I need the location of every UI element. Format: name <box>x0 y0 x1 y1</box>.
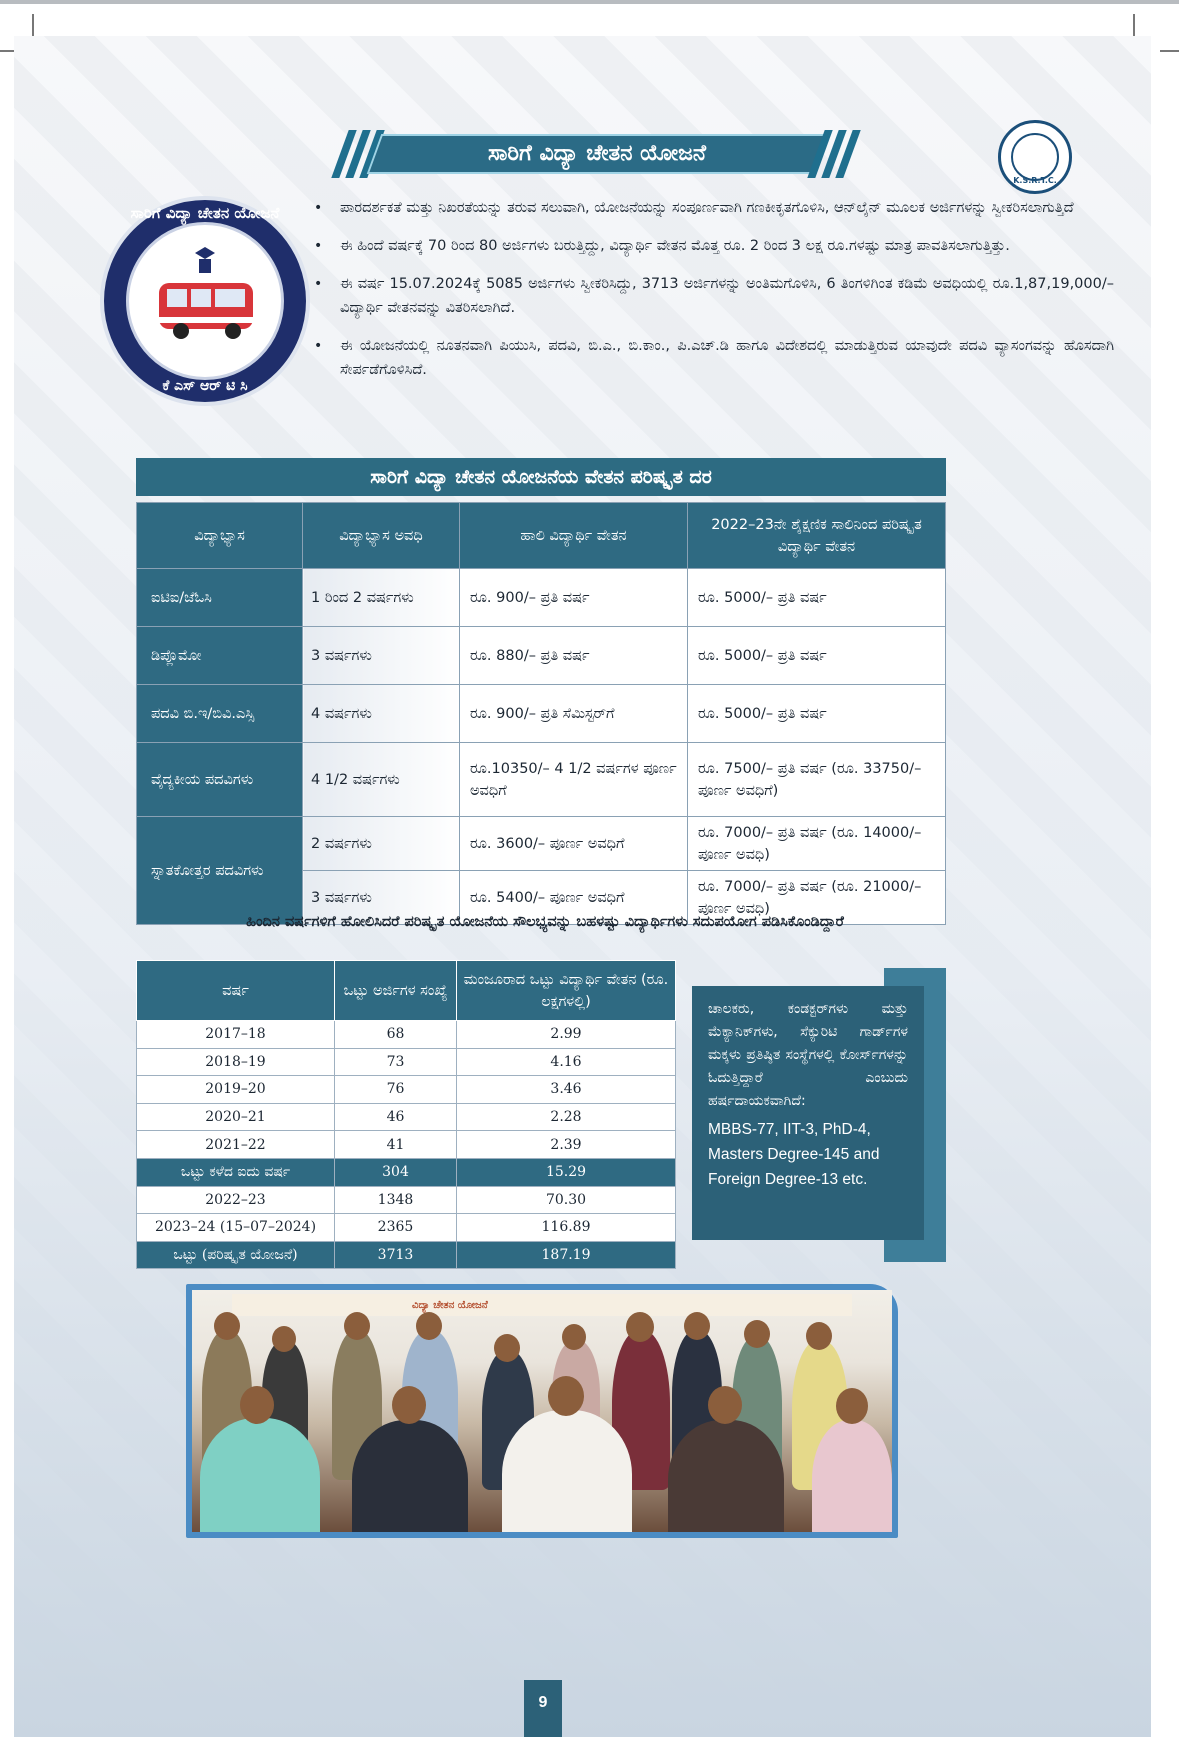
subtotal-row <box>137 1158 676 1186</box>
person-head <box>344 1312 370 1340</box>
table-row <box>137 1021 676 1049</box>
year-cell: ಒಟ್ಟು (ಪರಿಷ್ಕೃತ ಯೋಜನೆ) <box>137 1241 335 1269</box>
event-photo-frame <box>186 1284 898 1538</box>
person-head <box>836 1388 868 1424</box>
current-stipend: ರೂ. 5400/– ಪೂರ್ಣ ಅವಧಿಗೆ <box>460 871 688 925</box>
column-header: 2022–23ನೇ ಶೈಕ್ಷಣಿಕ ಸಾಲಿನಿಂದ ಪರಿಷ್ಕೃತ ವಿದ್ಯಾರ್ಥಿ ವೇತನ <box>688 503 946 569</box>
table-header-row <box>137 503 946 569</box>
list-item-text: ಈ ಹಿಂದೆ ವರ್ಷಕ್ಕೆ 70 ರಿಂದ 80 ಅರ್ಜಿಗಳು ಬರುತ್ತಿದ್ದು, ವಿದ್ಯಾರ್ಥಿ ವೇತನ ಮೊತ್ತ ರೂ. 2 ರಿಂದ 3 ಲಕ್ಷ ರೂ.ಗಳಷ್ಟು ಮಾತ್ರ ಪಾವತಿಸಲಾಗುತ್ತಿತ್ತು. <box>340 238 1010 254</box>
year-cell: 2017–18 <box>137 1021 335 1049</box>
count-cell: 68 <box>335 1021 457 1049</box>
course-name: ವೈದ್ಯಕೀಯ ಪದವಿಗಳು <box>137 743 303 817</box>
event-photo <box>192 1290 892 1532</box>
course-duration: 4 ವರ್ಷಗಳು <box>303 685 460 743</box>
table-row <box>137 1076 676 1104</box>
person-figure <box>502 1410 632 1532</box>
crop-mark-left <box>32 14 34 38</box>
person-head <box>744 1320 770 1348</box>
person-head <box>416 1312 442 1340</box>
course-duration: 2 ವರ್ಷಗಳು <box>303 817 460 871</box>
revised-stipend: ರೂ. 5000/– ಪ್ರತಿ ವರ್ಷ <box>688 627 946 685</box>
emblem-text: K.S.R.T.C. <box>1013 176 1057 185</box>
count-cell: 41 <box>335 1131 457 1159</box>
highlights-list <box>314 196 1114 396</box>
emblem-inner-ring <box>1011 133 1059 181</box>
amount-cell: 4.16 <box>457 1048 676 1076</box>
bullet-icon: • <box>314 200 323 216</box>
amount-cell: 116.89 <box>457 1214 676 1242</box>
count-cell: 73 <box>335 1048 457 1076</box>
person-head <box>214 1312 240 1340</box>
amount-cell: 3.46 <box>457 1076 676 1104</box>
current-stipend: ರೂ. 880/– ಪ್ರತಿ ವರ್ಷ <box>460 627 688 685</box>
logo-inner-circle <box>126 222 284 380</box>
current-stipend: ರೂ. 3600/– ಪೂರ್ಣ ಅವಧಿಗೆ <box>460 817 688 871</box>
current-stipend: ರೂ.10350/– 4 1/2 ವರ್ಷಗಳ ಪೂರ್ಣ ಅವಧಿಗೆ <box>460 743 688 817</box>
person-head <box>494 1334 520 1362</box>
list-item <box>314 196 1114 220</box>
count-cell: 76 <box>335 1076 457 1104</box>
table-row <box>137 1131 676 1159</box>
person-head <box>708 1386 742 1424</box>
year-cell: 2020–21 <box>137 1103 335 1131</box>
ksrtc-emblem <box>998 120 1072 194</box>
person-figure <box>812 1420 892 1532</box>
list-item-text: ಪಾರದರ್ಶಕತೆ ಮತ್ತು ನಿಖರತೆಯನ್ನು ತರುವ ಸಲುವಾಗಿ, ಯೋಜನೆಯನ್ನು ಸಂಪೂರ್ಣವಾಗಿ ಗಣಕೀಕೃತಗೊಳಿಸಿ, ಆನ್‌ಲೈನ್ ಮೂಲಕ ಅರ್ಜಿಗಳನ್ನು ಸ್ವೀಕರಿಸಲಾಗುತ್ತಿದೆ <box>340 200 1074 216</box>
year-cell: ಒಟ್ಟು ಕಳೆದ ಐದು ವರ್ಷ <box>137 1158 335 1186</box>
achievement-box <box>692 986 924 1240</box>
year-cell: 2022–23 <box>137 1186 335 1214</box>
revised-stipend: ರೂ. 5000/– ಪ್ರತಿ ವರ್ಷ <box>688 569 946 627</box>
amount-cell: 2.99 <box>457 1021 676 1049</box>
person-head <box>548 1376 584 1416</box>
list-item <box>314 334 1114 382</box>
person-figure <box>668 1420 784 1532</box>
current-stipend: ರೂ. 900/– ಪ್ರತಿ ಸೆಮಿಸ್ಟರ್‌ಗೆ <box>460 685 688 743</box>
person-head <box>272 1326 296 1352</box>
bus-icon <box>129 225 281 377</box>
amount-cell: 2.28 <box>457 1103 676 1131</box>
amount-cell: 187.19 <box>457 1241 676 1269</box>
title-banner <box>332 128 862 180</box>
table-row <box>137 685 946 743</box>
scheme-logo <box>100 196 310 406</box>
column-header: ವರ್ಷ <box>137 961 335 1021</box>
person-figure <box>200 1418 320 1532</box>
count-cell: 1348 <box>335 1186 457 1214</box>
crop-mark-right <box>1133 14 1135 38</box>
table-header-row <box>137 961 676 1021</box>
course-duration: 4 1/2 ವರ್ಷಗಳು <box>303 743 460 817</box>
amount-cell: 70.30 <box>457 1186 676 1214</box>
person-head <box>806 1322 832 1350</box>
list-item <box>314 272 1114 320</box>
stage-banner-text: ವಿದ್ಯಾ ಚೇತನ ಯೋಜನೆ <box>412 1300 488 1311</box>
column-header: ವಿದ್ಯಾಭ್ಯಾಸ <box>137 503 303 569</box>
comparison-note: ಹಿಂದಿನ ವರ್ಷಗಳಿಗೆ ಹೋಲಿಸಿದರೆ ಪರಿಷ್ಕೃತ ಯೋಜನೆಯ ಸೌಲಭ್ಯವನ್ನು ಬಹಳಷ್ಟು ವಿದ್ಯಾರ್ಥಿಗಳು ಸದುಪಯೋಗ ಪಡಿಸಿಕೊಂಡಿದ್ದಾರೆ <box>246 914 844 930</box>
table-row <box>137 627 946 685</box>
course-duration: 1 ರಿಂದ 2 ವರ್ಷಗಳು <box>303 569 460 627</box>
year-cell: 2019–20 <box>137 1076 335 1104</box>
count-cell: 3713 <box>335 1241 457 1269</box>
revised-stipend: ರೂ. 5000/– ಪ್ರತಿ ವರ್ಷ <box>688 685 946 743</box>
course-name: ಡಿಪ್ಲೊಮೋ <box>137 627 303 685</box>
achievement-text: ಚಾಲಕರು, ಕಂಡಕ್ಟರ್‌ಗಳು ಮತ್ತು ಮೆಕ್ಯಾನಿಕ್‌ಗಳು, ಸೆಕ್ಯುರಿಟಿ ಗಾರ್ಡ್‌ಗಳ ಮಕ್ಕಳು ಪ್ರತಿಷ್ಠಿತ ಸಂಸ್ಥೆಗಳಲ್ಲಿ ಕೋರ್ಸ್‌ಗಳನ್ನು ಓದುತ್ತಿದ್ದಾರೆ ಎಂಬುದು ಹರ್ಷದಾಯಕವಾಗಿದೆ: <box>708 1001 908 1109</box>
table-row <box>137 1214 676 1242</box>
bullet-icon: • <box>314 276 323 292</box>
stage-backdrop <box>232 1294 852 1316</box>
column-header: ಹಾಲಿ ವಿದ್ಯಾರ್ಥಿ ವೇತನ <box>460 503 688 569</box>
banner-stripes-right <box>812 130 862 178</box>
list-item <box>314 234 1114 258</box>
yearwise-table <box>136 960 676 1269</box>
bullet-icon: • <box>314 238 323 254</box>
course-duration: 3 ವರ್ಷಗಳು <box>303 871 460 925</box>
magazine-page <box>14 36 1151 1737</box>
current-stipend: ರೂ. 900/– ಪ್ರತಿ ವರ್ಷ <box>460 569 688 627</box>
year-cell: 2018–19 <box>137 1048 335 1076</box>
page-title: ಸಾರಿಗೆ ವಿದ್ಯಾ ಚೇತನ ಯೋಜನೆ <box>487 141 707 166</box>
count-cell: 46 <box>335 1103 457 1131</box>
rates-table <box>136 502 946 925</box>
table-row <box>137 743 946 817</box>
list-item-text: ಈ ವರ್ಷ 15.07.2024ಕ್ಕೆ 5085 ಅರ್ಜಿಗಳು ಸ್ವೀಕರಿಸಿದ್ದು, 3713 ಅರ್ಜಿಗಳನ್ನು ಅಂತಿಮಗೊಳಿಸಿ, 6 ತಿಂಗಳಿಗಿಂತ ಕಡಿಮೆ ಅವಧಿಯಲ್ಲಿ ರೂ.1,87,19,000/– ವಿದ್ಯಾರ್ಥಿ ವೇತನವನ್ನು ವಿತರಿಸಲಾಗಿದೆ. <box>340 276 1114 316</box>
table-row <box>137 1048 676 1076</box>
column-header: ಒಟ್ಟು ಅರ್ಜಿಗಳ ಸಂಖ್ಯೆ <box>335 961 457 1021</box>
person-head <box>392 1386 426 1424</box>
logo-ring-text-bottom: ಕೆ ಎಸ್ ಆರ್ ಟಿ ಸಿ <box>162 378 248 394</box>
bullet-icon: • <box>314 338 323 354</box>
column-header: ವಿದ್ಯಾಭ್ಯಾಸ ಅವಧಿ <box>303 503 460 569</box>
course-name: ಐಟಿಐ/ಜೆಓಸಿ <box>137 569 303 627</box>
person-head <box>626 1312 654 1342</box>
person-head <box>684 1312 710 1340</box>
revised-stipend: ರೂ. 7000/– ಪ್ರತಿ ವರ್ಷ (ರೂ. 14000/– ಪೂರ್ಣ ಅವಧಿ) <box>688 817 946 871</box>
rates-table-title: ಸಾರಿಗೆ ವಿದ್ಯಾ ಚೇತನ ಯೋಜನೆಯ ವೇತನ ಪರಿಷ್ಕೃತ ದರ <box>136 458 946 496</box>
table-row <box>137 1186 676 1214</box>
crop-mark-left-h <box>0 50 14 52</box>
table-row <box>137 569 946 627</box>
person-head <box>562 1324 586 1350</box>
crop-mark-right-h <box>1160 50 1179 52</box>
column-header: ಮಂಜೂರಾದ ಒಟ್ಟು ವಿದ್ಯಾರ್ಥಿ ವೇತನ (ರೂ. ಲಕ್ಷಗಳಲ್ಲಿ) <box>457 961 676 1021</box>
count-cell: 304 <box>335 1158 457 1186</box>
revised-stipend: ರೂ. 7000/– ಪ್ರತಿ ವರ್ಷ (ರೂ. 21000/– ಪೂರ್ಣ ಅವಧಿ) <box>688 871 946 925</box>
total-row <box>137 1241 676 1269</box>
achievement-degrees: MBBS-77, IIT-3, PhD-4, Masters Degree-145 and Foreign Degree-13 etc. <box>708 1121 880 1188</box>
table-row <box>137 1103 676 1131</box>
person-head <box>240 1386 274 1424</box>
amount-cell: 2.39 <box>457 1131 676 1159</box>
course-name: ಸ್ನಾತಕೋತ್ತರ ಪದವಿಗಳು <box>137 817 303 925</box>
count-cell: 2365 <box>335 1214 457 1242</box>
year-cell: 2023–24 (15–07–2024) <box>137 1214 335 1242</box>
logo-ring-text-top: ಸಾರಿಗೆ ವಿದ್ಯಾ ಚೇತನ ಯೋಜನೆ <box>130 204 280 222</box>
table-row <box>137 817 946 871</box>
amount-cell: 15.29 <box>457 1158 676 1186</box>
top-edge <box>0 0 1179 4</box>
revised-stipend: ರೂ. 7500/– ಪ್ರತಿ ವರ್ಷ (ರೂ. 33750/– ಪೂರ್ಣ ಅವಧಿಗೆ) <box>688 743 946 817</box>
list-item-text: ಈ ಯೋಜನೆಯಲ್ಲಿ ನೂತನವಾಗಿ ಪಿಯುಸಿ, ಪದವಿ, ಬಿ.ಎ., ಬಿ.ಕಾಂ., ಪಿ.ಎಚ್.ಡಿ ಹಾಗೂ ವಿದೇಶದಲ್ಲಿ ಮಾಡುತ್ತಿರುವ ಯಾವುದೇ ಪದವಿ ವ್ಯಾಸಂಗವನ್ನು ಹೊಸದಾಗಿ ಸೇರ್ಪಡೆಗೊಳಿಸಿದೆ. <box>340 338 1114 378</box>
page-number: 9 <box>524 1680 562 1737</box>
person-figure <box>352 1420 468 1532</box>
year-cell: 2021–22 <box>137 1131 335 1159</box>
course-name: ಪದವಿ ಬಿ.ಇ/ಬಿವಿ.ಎಸ್ಸಿ <box>137 685 303 743</box>
course-duration: 3 ವರ್ಷಗಳು <box>303 627 460 685</box>
